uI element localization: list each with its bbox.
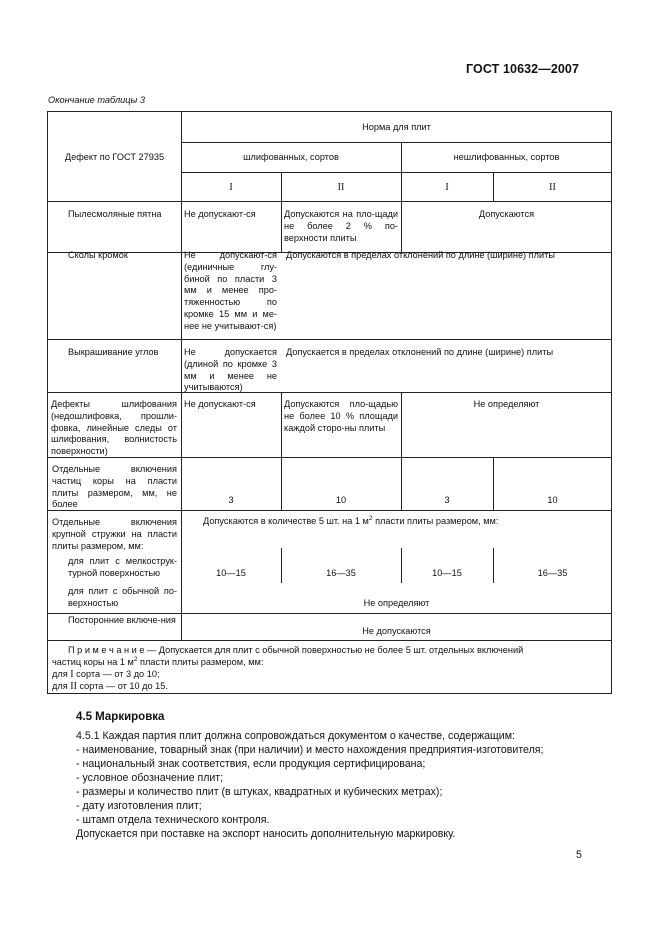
row-edge-chips-rest: Допускаются в пределах отклонений по длине (ширине) плиты [286, 250, 555, 260]
section-title: 4.5 Маркировка [76, 711, 165, 723]
header-polished: шлифованных, сортов [243, 152, 339, 162]
row-edge-chips-defect: Сколы кромок [68, 250, 128, 260]
list-item: - наименование, товарный знак (при наличии) и место нахождения предприятия-изготовителя; [76, 744, 544, 756]
row-resin-stains-unpolished: Допускаются [478, 209, 535, 219]
row-sanding-defects-polished-2: Допускаются пло-щадью не более 10 % площади каждой сторо-ны плиты [284, 399, 398, 433]
row-bark-inclusions-unpolished-1: 3 [444, 495, 450, 505]
list-item: - дату изготовления плит; [76, 800, 202, 812]
row-coarse-chips-normal-value: Не определяют [363, 598, 430, 608]
row-bark-inclusions-defect: Отдельные включения частиц коры на пласти плиты размером, мм, не более [52, 464, 177, 510]
list-item: - штамп отдела технического контроля. [76, 814, 270, 826]
table-footnote-line-2: частиц коры на 1 $м^2$ пласти плиты размером, мм: [52, 656, 264, 667]
row-sanding-defects-polished-1: Не допускают-ся [184, 399, 256, 409]
table-footnote-grade-2: для II сорта — от 10 до 15. [52, 681, 168, 692]
row-sanding-defects-defect: Дефекты шлифования (недошлифовка, прошли-фовка, линейные следы от шлифования, волнистость поверхности) [51, 399, 177, 457]
row-foreign-inclusions-defect: Посторонние включе-ния [68, 615, 176, 625]
standard-code: ГОСТ 10632—2007 [466, 62, 580, 76]
row-coarse-chips-note: Допускаются в количестве 5 шт. на 1 $м^2$ пласти плиты размером, мм: [203, 515, 499, 526]
row-bark-inclusions-polished-1: 3 [228, 495, 234, 505]
page-number: 5 [576, 849, 582, 861]
row-corner-chipping-polished-1: Не допускается (длиной по кромке 3 мм и менее не учитываются) [184, 347, 277, 393]
section-intro: 4.5.1 Каждая партия плит должна сопровождаться документом о качестве, содержащим: [76, 730, 515, 742]
row-bark-inclusions-polished-2: 10 [335, 495, 347, 505]
defects-table [47, 111, 612, 694]
header-norm: Норма для плит [362, 122, 431, 132]
row-coarse-chips-fine-polished-1: 10—15 [216, 568, 246, 578]
row-coarse-chips-defect: Отдельные включения крупной стружки на пласти плиты размером, мм: [52, 517, 177, 551]
list-item: - размеры и количество плит (в штуках, квадратных и кубических метрах); [76, 786, 443, 798]
row-resin-stains-polished-1: Не допускают-ся [184, 209, 256, 219]
header-unpolished: нешлифованных, сортов [453, 152, 560, 162]
row-coarse-chips-fine-label: для плит с мелкострук-турной поверхностью [68, 556, 177, 578]
row-foreign-inclusions-value: Не допускаются [362, 626, 431, 636]
list-item: - национальный знак соответствия, если продукция сертифицирована; [76, 758, 426, 770]
header-polished-grade-1: I [229, 182, 233, 193]
row-bark-inclusions-unpolished-2: 10 [547, 495, 558, 505]
row-coarse-chips-normal-label: для плит с обычной по-верхностью [68, 586, 177, 608]
row-corner-chipping-defect: Выкрашивание углов [68, 347, 159, 357]
row-edge-chips-polished-1: Не допускают-ся (единичные глу-биной по пласти 3 мм и менее про-тяженностью по кромке 15 мм и ме-нее не учитывают-ся) [184, 250, 277, 331]
header-unpolished-grade-2: II [549, 182, 556, 193]
table-caption: Окончание таблицы 3 [48, 95, 145, 105]
row-resin-stains-defect: Пылесмоляные пятна [68, 209, 162, 219]
row-coarse-chips-fine-unpolished-2: 16—35 [537, 568, 568, 578]
table-footnote-line-1: П р и м е ч а н и е — Допускается для плит с обычной поверхностью не более 5 шт. отдельных включений [68, 645, 524, 655]
row-coarse-chips-fine-unpolished-1: 10—15 [432, 568, 462, 578]
row-coarse-chips-fine-polished-2: 16—35 [326, 568, 356, 578]
table-footnote-grade-1: для I сорта — от 3 до 10; [52, 669, 160, 680]
header-polished-grade-2: II [337, 182, 345, 193]
header-defect-column: Дефект по ГОСТ 27935 [64, 152, 165, 162]
row-corner-chipping-rest: Допускается в пределах отклонений по длине (ширине) плиты [286, 347, 554, 357]
row-sanding-defects-unpolished: Не определяют [473, 399, 540, 409]
list-item: - условное обозначение плит; [76, 772, 224, 784]
header-unpolished-grade-1: I [445, 182, 449, 193]
row-resin-stains-polished-2: Допускаются на пло-щади не более 2 % по-верхности плиты [284, 209, 398, 243]
section-closing: Допускается при поставке на экспорт наносить дополнительную маркировку. [76, 828, 456, 840]
